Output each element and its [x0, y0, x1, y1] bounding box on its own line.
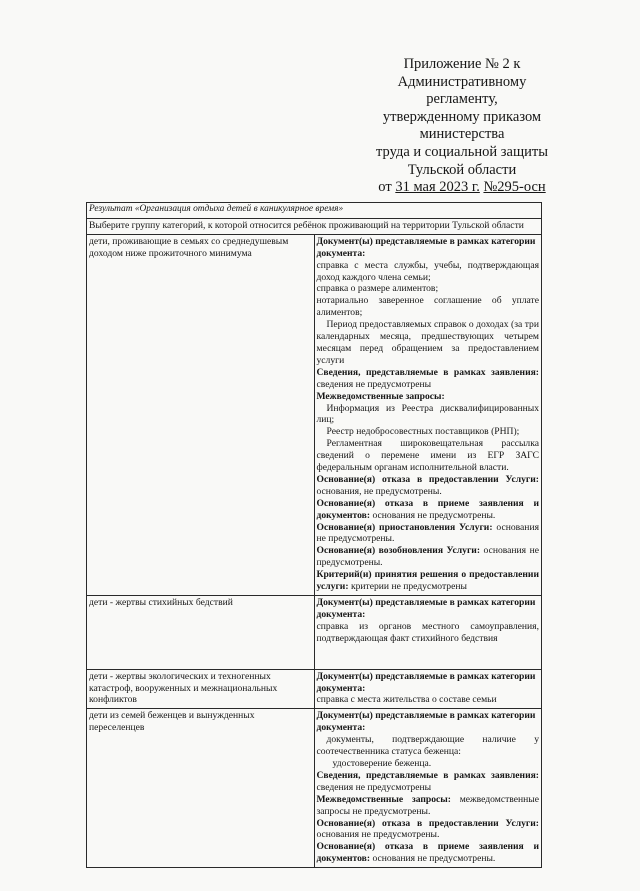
doc-item: удостоверение беженца.: [332, 757, 432, 769]
refusal-docs-text: основания не предусмотрены.: [372, 853, 496, 865]
refusal-docs-block: [317, 498, 540, 522]
regulation-table: [86, 202, 542, 868]
doc-item: справка о размере алиментов;: [316, 283, 439, 295]
header-line: Административному: [397, 73, 527, 90]
info-block: [317, 367, 540, 391]
doc-item: справка с места службы, учебы, подтверждающая доход каждого члена семьи;: [316, 259, 539, 283]
spacer: [317, 645, 540, 667]
requests-text: межведомственные запросы не предусмотрены.: [316, 793, 539, 817]
info-title: Сведения, представляемые в рамках заявления:: [316, 366, 539, 378]
refusal-docs-block: [317, 841, 540, 865]
doc-item: Период предоставляемых справок о доходах (за три календарных месяца, предшествующих четырем месяцам перед обращением за предоставлением услуги: [316, 319, 539, 366]
refusal-docs-title: Основание(я) отказа в приеме заявления и документов:: [316, 841, 539, 865]
info-text: сведения не предусмотрены: [316, 378, 432, 390]
category-cell: дети - жертвы стихийных бедствий: [87, 596, 315, 670]
appendix-header: [372, 56, 552, 197]
requirements-cell: [314, 234, 542, 595]
suspend-block: [317, 522, 540, 546]
header-line: труда и социальной защиты: [376, 143, 548, 160]
criteria-text: критерии не предусмотрены: [350, 581, 467, 593]
category-instruction: Выберите группу категорий, к которой относится ребёнок проживающий на территории Тульской области: [87, 218, 542, 234]
refusal-docs-title: Основание(я) отказа в приеме заявления и документов:: [316, 497, 539, 521]
refusal-service-title: Основание(я) отказа в предоставлении Услуги:: [316, 473, 539, 485]
order-number: №295-осн: [483, 179, 546, 196]
docs-title: Документ(ы) представляемые в рамках категории документа:: [316, 597, 536, 620]
date-prefix: от: [378, 179, 392, 196]
info-title: Сведения, представляемые в рамках заявления:: [316, 769, 539, 781]
requirements-cell: [314, 709, 542, 868]
table-row: [87, 234, 542, 595]
refusal-docs-text: основания не предусмотрены.: [372, 509, 496, 521]
docs-title: Документ(ы) представляемые в рамках категории документа:: [316, 235, 536, 259]
header-line: Приложение № 2 к: [403, 56, 521, 72]
refusal-service-block: [317, 474, 540, 498]
resume-title: Основание(я) возобновления Услуги:: [316, 545, 481, 557]
doc-item: нотариально заверенное соглашение об уплате алиментов;: [316, 295, 539, 319]
doc-item: документы, подтверждающие наличие у соотечественника статуса беженца:: [316, 734, 539, 758]
table-row: [87, 669, 542, 709]
suspend-text: основания не предусмотрены.: [316, 521, 539, 545]
header-line: утвержденному приказом: [382, 108, 542, 125]
doc-item: справка из органов местного самоуправления, подтверждающая факт стихийного бедствия: [316, 620, 539, 644]
info-block: [317, 770, 540, 794]
header-date-line: [372, 179, 552, 197]
refusal-service-text: основания, не предусмотрены.: [316, 485, 442, 497]
table-row: [87, 709, 542, 868]
requirements-cell: [314, 596, 542, 670]
result-title: Результат «Организация отдыха детей в каникулярное время»: [87, 203, 542, 219]
header-line: министерства: [419, 126, 505, 143]
request-item: Регламентная широковещательная рассылка сведений о перемене имени из ЕГР ЗАГС федеральным органам исполнительной власти.: [316, 438, 539, 474]
docs-title: Документ(ы) представляемые в рамках категории документа:: [316, 710, 536, 734]
requirements-cell: [314, 669, 542, 709]
category-cell: дети, проживающие в семьях со среднедушевым доходом ниже прожиточного минимума: [87, 234, 315, 595]
order-date: 31 мая 2023 г.: [395, 179, 480, 196]
request-item: Реестр недобросовестных поставщиков (РНП);: [326, 426, 520, 438]
docs-title: Документ(ы) представляемые в рамках категории документа:: [316, 670, 536, 694]
request-item: Информация из Реестра дисквалифицированных лиц;: [316, 402, 539, 426]
resume-block: [317, 545, 540, 569]
requests-title: Межведомственные запросы:: [316, 390, 445, 402]
suspend-title: Основание(я) приостановления Услуги:: [316, 521, 493, 533]
refusal-service-title: Основание(я) отказа в предоставлении Услуги:: [316, 817, 539, 829]
resume-text: основания не предусмотрены.: [316, 545, 539, 569]
doc-item: справка с места жительства о составе семьи: [316, 694, 497, 706]
requests-block: [317, 794, 540, 818]
category-cell: дети из семей беженцев и вынужденных переселенцев: [87, 709, 315, 868]
table-row: [87, 596, 542, 670]
header-line: регламенту,: [426, 91, 498, 108]
refusal-service-text: основания не предусмотрены.: [316, 829, 440, 841]
refusal-service-block: [317, 818, 540, 842]
header-line: Тульской области: [407, 161, 517, 178]
criteria-block: [317, 569, 540, 593]
info-text: сведения не предусмотрены: [316, 781, 432, 793]
category-cell: дети - жертвы экологических и техногенных катастроф, вооруженных и межнациональных конфликтов: [87, 669, 315, 709]
requests-title: Межведомственные запросы:: [316, 793, 451, 805]
criteria-title: Критерий(и) принятия решения о предоставлении услуги:: [316, 569, 539, 593]
